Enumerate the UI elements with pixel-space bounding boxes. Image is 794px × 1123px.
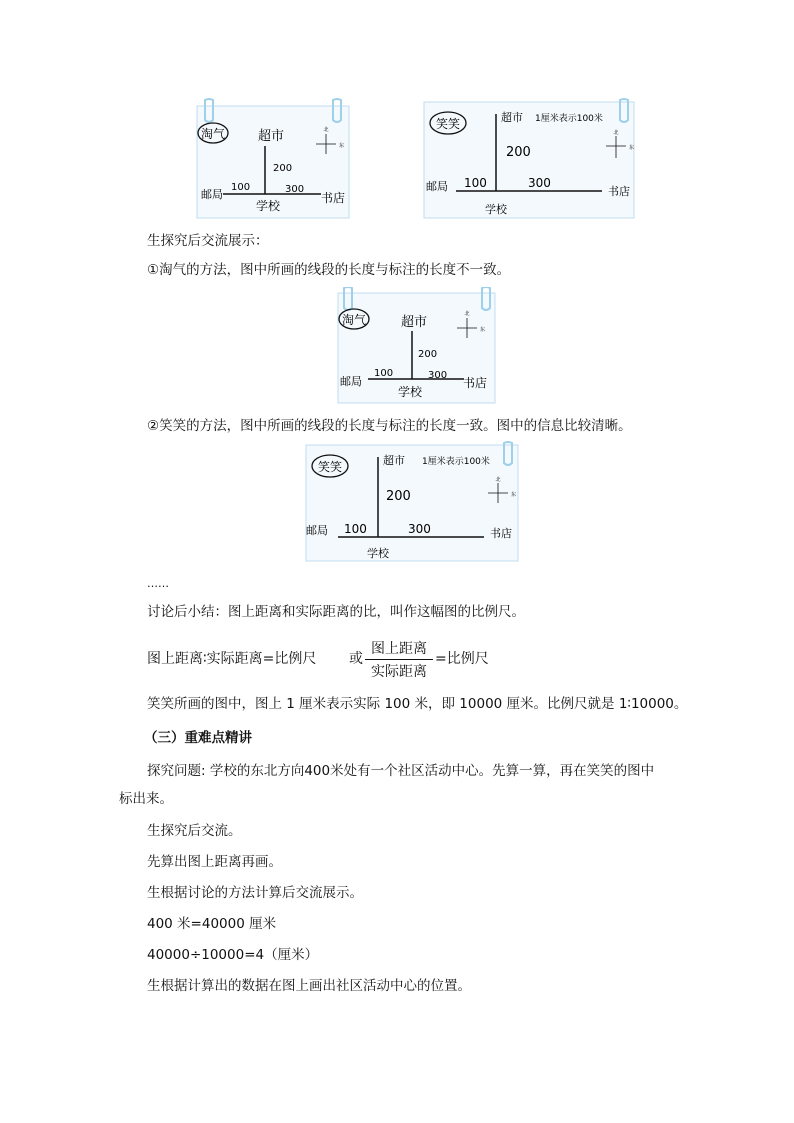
map-name: 笑笑 bbox=[435, 117, 461, 131]
label-school: 学校 bbox=[255, 199, 281, 213]
svg-text:200: 200 bbox=[418, 349, 438, 360]
map-name: 笑笑 bbox=[317, 460, 343, 474]
scale-note: 1厘米表示100米 bbox=[535, 114, 603, 124]
section-heading: （三）重难点精讲 bbox=[144, 730, 252, 746]
label-market: 超市 bbox=[257, 129, 285, 144]
label-market: 超市 bbox=[383, 454, 405, 467]
formula-fraction bbox=[365, 638, 433, 681]
svg-text:300: 300 bbox=[285, 184, 305, 195]
svg-text:东: 东 bbox=[629, 145, 635, 151]
label-book: 书店 bbox=[463, 376, 488, 390]
paragraph: 讨论后小结：图上距离和实际距离的比，叫作这幅图的比例尺。 bbox=[147, 604, 525, 620]
formula-or: 或 bbox=[349, 651, 363, 667]
svg-text:东: 东 bbox=[511, 492, 517, 498]
svg-text:北: 北 bbox=[613, 130, 619, 136]
ellipsis: …… bbox=[147, 577, 169, 590]
paragraph: 生探究后交流。 bbox=[147, 823, 242, 839]
fraction-denominator: 实际距离 bbox=[371, 664, 427, 680]
svg-text:北: 北 bbox=[495, 477, 501, 483]
scale-note: 1厘米表示100米 bbox=[422, 457, 490, 467]
paragraph: 先算出图上距离再画。 bbox=[147, 854, 282, 870]
label-post: 邮局 bbox=[201, 188, 223, 201]
label-post: 邮局 bbox=[306, 524, 328, 537]
paragraph: ①淘气的方法，图中所画的线段的长度与标注的长度不一致。 bbox=[147, 262, 511, 278]
formula-ratio: 图上距离∶实际距离=比例尺 bbox=[147, 651, 317, 667]
svg-text:100: 100 bbox=[464, 176, 487, 190]
xiaoxiao-map-figure-1 bbox=[420, 98, 638, 220]
svg-text:100: 100 bbox=[344, 522, 367, 536]
label-post: 邮局 bbox=[340, 375, 362, 388]
fraction-numerator: 图上距离 bbox=[371, 641, 427, 657]
xiaoxiao-map-figure-2 bbox=[302, 441, 522, 563]
label-school: 学校 bbox=[397, 385, 423, 399]
svg-text:300: 300 bbox=[528, 176, 551, 190]
label-market: 超市 bbox=[400, 315, 428, 330]
label-market: 超市 bbox=[501, 111, 523, 124]
formula-result: =比例尺 bbox=[435, 651, 489, 667]
calculation: 400 米=40000 厘米 bbox=[147, 916, 277, 932]
paragraph: ②笑笑的方法，图中所画的线段的长度与标注的长度一致。图中的信息比较清晰。 bbox=[147, 418, 632, 434]
svg-text:北: 北 bbox=[464, 311, 470, 317]
taoqi-map-figure-1 bbox=[193, 98, 353, 220]
svg-text:200: 200 bbox=[386, 489, 411, 504]
paragraph: 标出来。 bbox=[119, 791, 173, 807]
map-name: 淘气 bbox=[341, 313, 367, 327]
svg-text:北: 北 bbox=[323, 127, 329, 133]
label-school: 学校 bbox=[367, 547, 389, 560]
svg-text:东: 东 bbox=[339, 143, 345, 149]
label-book: 书店 bbox=[321, 191, 346, 205]
paragraph: 生探究后交流展示： bbox=[147, 233, 269, 249]
map-name: 淘气 bbox=[200, 127, 226, 141]
label-book: 书店 bbox=[490, 527, 512, 540]
paragraph: 笑笑所画的图中，图上 1 厘米表示实际 100 米，即 10000 厘米。比例尺就是 1∶10000。 bbox=[147, 696, 688, 712]
svg-text:100: 100 bbox=[374, 368, 394, 379]
svg-text:200: 200 bbox=[506, 145, 531, 160]
paragraph: 探究问题: 学校的东北方向400米处有一个社区活动中心。先算一算，再在笑笑的图中 bbox=[147, 763, 655, 779]
paragraph: 生根据计算出的数据在图上画出社区活动中心的位置。 bbox=[147, 978, 471, 994]
calculation: 40000÷10000=4（厘米） bbox=[147, 947, 319, 963]
svg-text:300: 300 bbox=[428, 370, 448, 381]
paragraph: 生根据讨论的方法计算后交流展示。 bbox=[147, 885, 363, 901]
svg-text:东: 东 bbox=[480, 327, 486, 333]
label-book: 书店 bbox=[608, 185, 630, 198]
taoqi-map-figure-2 bbox=[334, 287, 499, 405]
svg-text:200: 200 bbox=[273, 163, 293, 174]
label-post: 邮局 bbox=[426, 180, 448, 193]
svg-text:100: 100 bbox=[231, 182, 251, 193]
svg-text:300: 300 bbox=[408, 522, 431, 536]
label-school: 学校 bbox=[485, 203, 507, 216]
